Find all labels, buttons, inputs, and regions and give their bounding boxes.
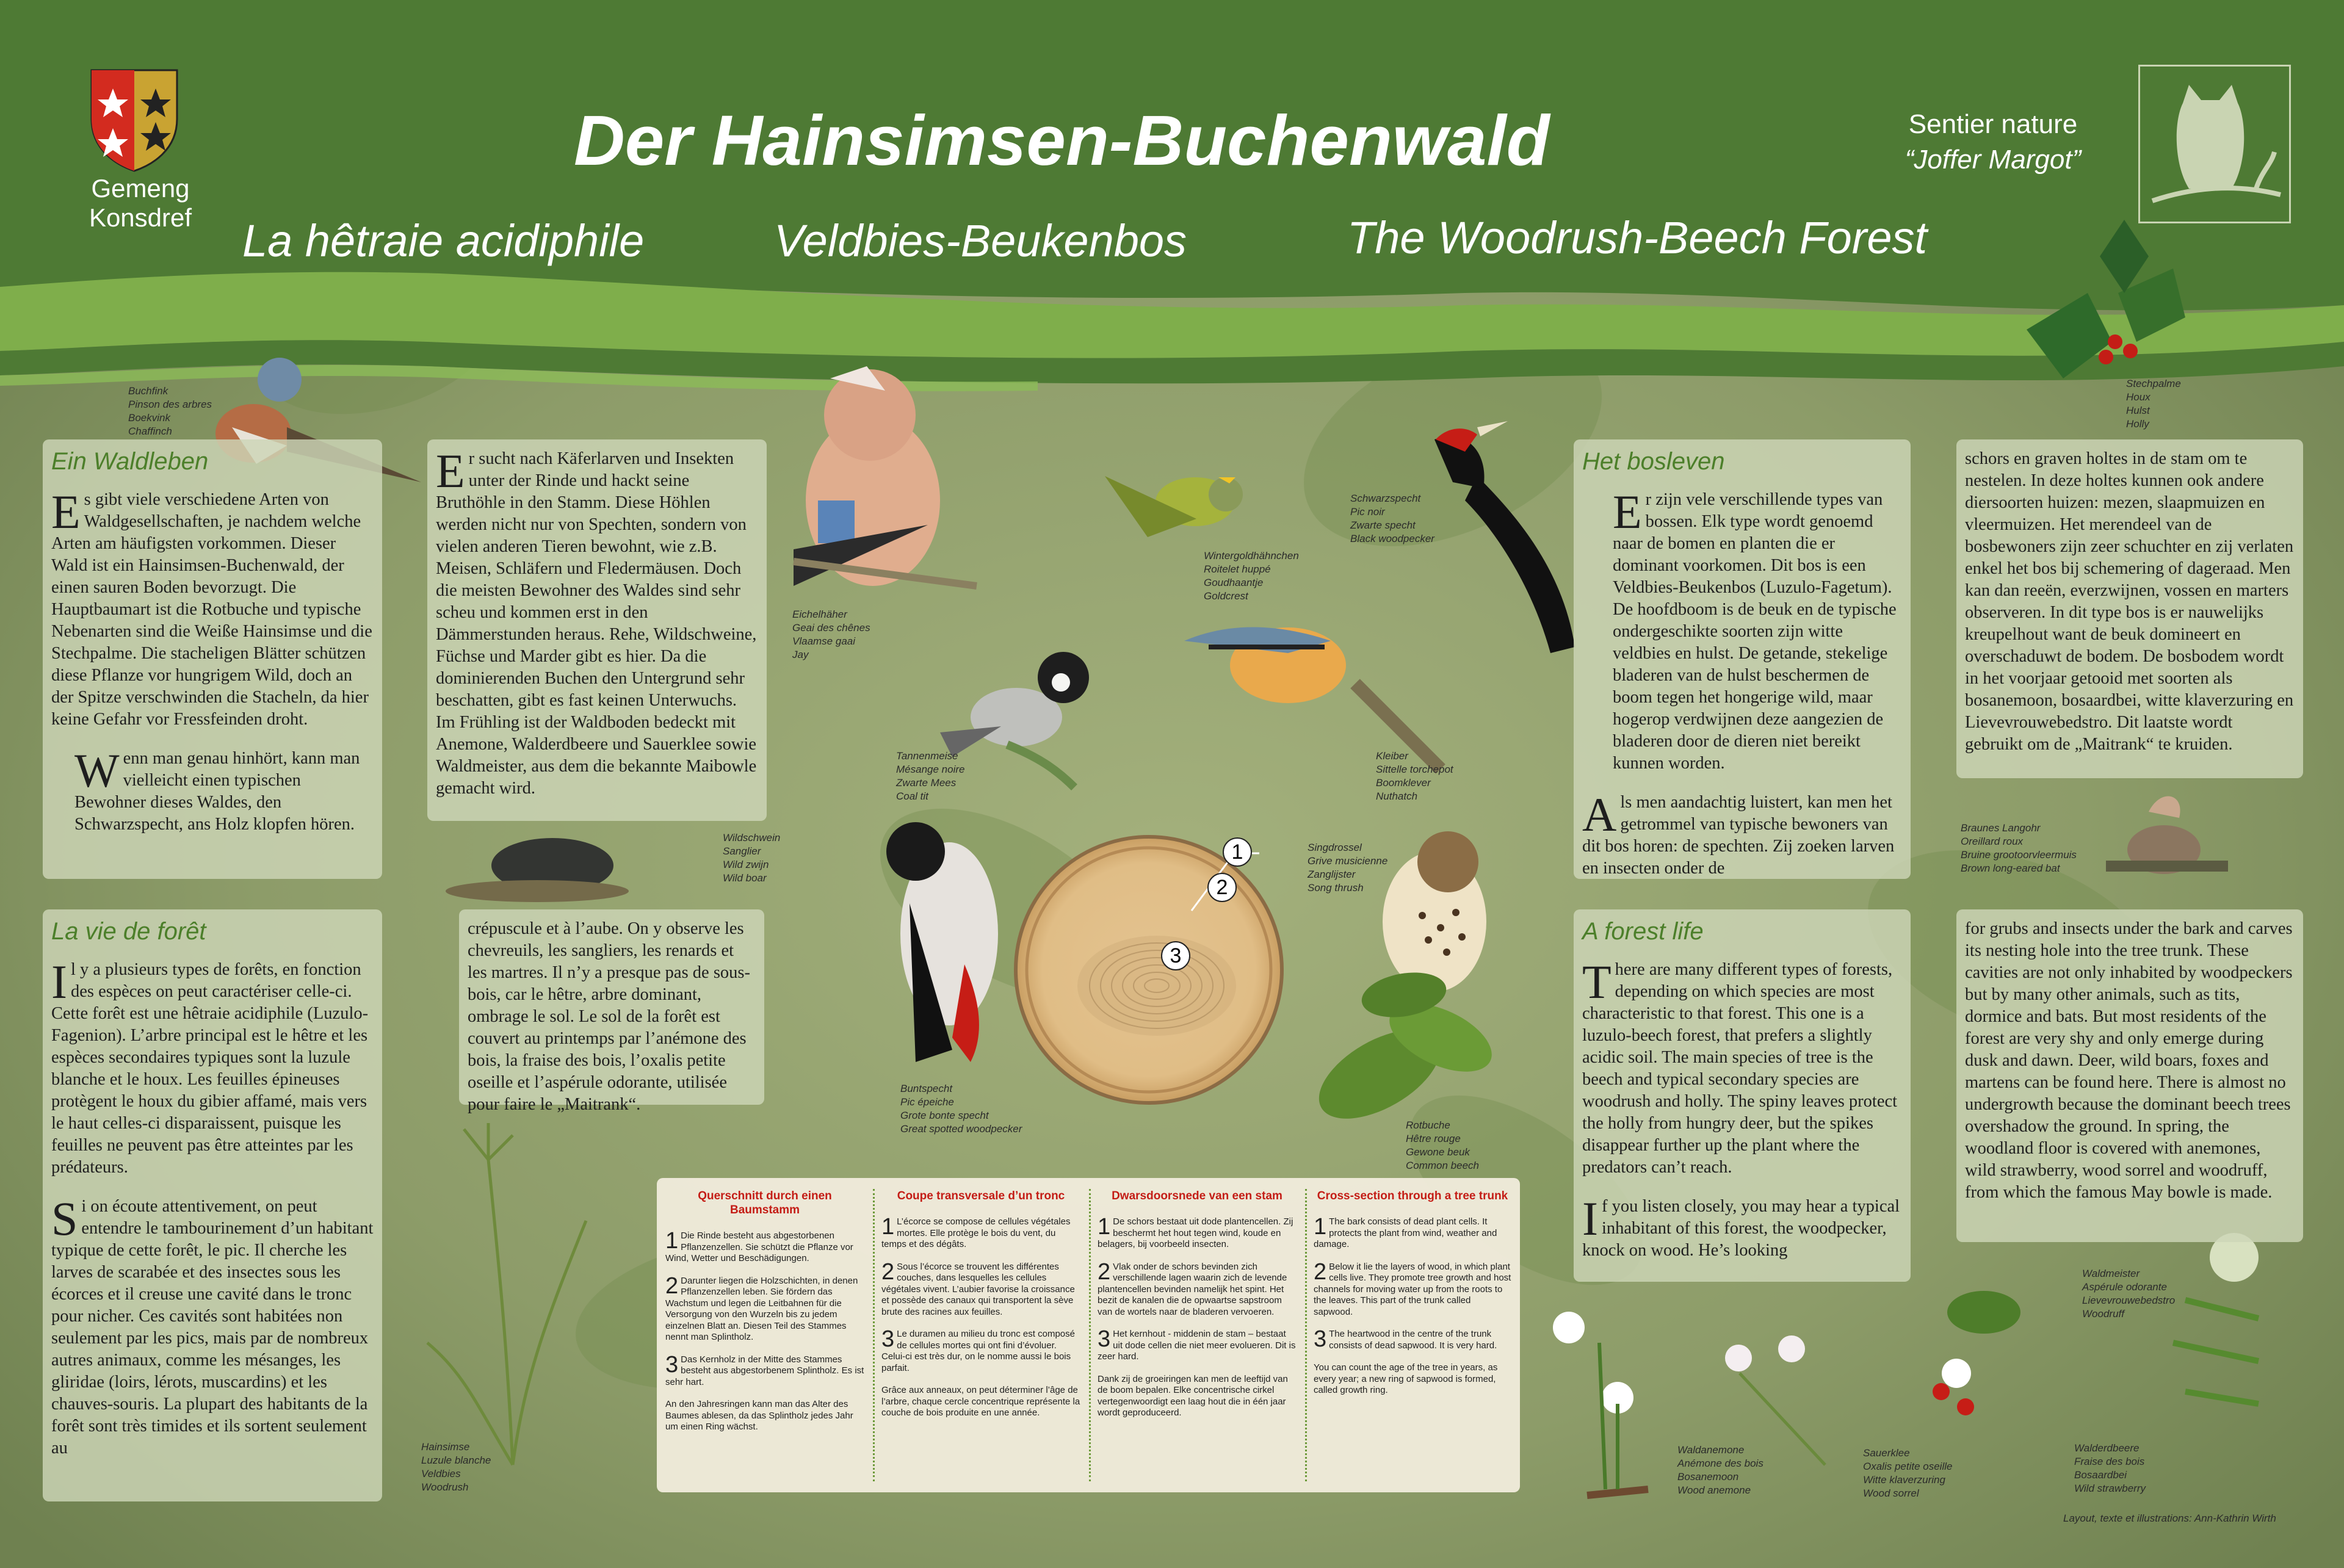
nl-section-title: Het bosleven — [1582, 448, 1725, 475]
en-text-2: f you listen closely, you may hear a typical inhabitant of this forest, the woodpecker, knock on wood. He’s looking — [1582, 1197, 1900, 1260]
cs-de-item-3 — [665, 1351, 864, 1389]
de-text-2: enn man genau hinhört, kann man vielleicht einen typischen Bewohner dieses Waldes, den Schwarzspecht, ans Holz klopfen hören. — [74, 749, 360, 834]
en-dropcap-2: I — [1582, 1192, 1598, 1245]
trail-name-line1: Sentier nature — [1908, 109, 2078, 139]
cs-en-text-3: The heartwood in the centre of the trunk consists of dead sapwood. It is very hard. — [1329, 1329, 1497, 1351]
cs-de-item-1 — [665, 1230, 864, 1265]
cs-de-num-3: 3 — [665, 1351, 679, 1378]
cs-en-num-1: 1 — [1314, 1214, 1327, 1240]
credit-line: Layout, texte et illustrations: Ann-Kathrin Wirth — [2063, 1512, 2276, 1524]
cs-de-text-1: Die Rinde besteht aus abgestorbenen Pflanzenzellen. Sie schützt die Pflanze vor Wind, Wetter und Beschädigungen. — [665, 1230, 853, 1263]
cs-fr-footer: Grâce aux anneaux, on peut déterminer l’âge de l’arbre, chaque cercle concentrique représente la couche de bois produite en une année. — [881, 1385, 1080, 1418]
caption-woodrush: Hainsimse Luzule blanche Veldbies Woodrush — [421, 1441, 491, 1493]
cs-fr-num-1: 1 — [881, 1214, 895, 1240]
cs-nl-footer: Dank zij de groeiringen kan men de leeftijd van de boom bepalen. Elke concentrische cirkel vertegenwoordigt een laag hout die in één jaar wordt geproduceerd. — [1098, 1373, 1288, 1418]
cs-de-footer: An den Jahresringen kann man das Alter des Baumes ablesen, da das Splintholz jedes Jahr um einen Ring wächst. — [665, 1399, 853, 1432]
de-dropcap-1: E — [51, 485, 81, 538]
cross-section-box — [657, 1178, 1520, 1492]
caption-beech: Rotbuche Hêtre rouge Gewone beuk Common beech — [1406, 1119, 1480, 1171]
municipality-name: Gemeng Konsdref — [89, 174, 192, 232]
fr-dropcap-1: I — [51, 955, 67, 1008]
cs-de-text-2: Darunter liegen die Holzschichten, in denen Pflanzenzellen leben. Sie fördern das Wachstum und legen die Leitbahnen für die Versorgung von den Wurzeln bis zu jedem einzelnen Blatt an. Diesen Teil des Stammes nennt man Splintholz. — [665, 1275, 858, 1342]
cs-nl-item-3 — [1098, 1326, 1297, 1363]
nl-dropcap-2: A — [1582, 788, 1617, 841]
caption-coal-tit: Tannenmeise Mésange noire Zwarte Mees Coal tit — [896, 750, 965, 802]
cs-en-title: Cross-section through a tree trunk — [1317, 1190, 1508, 1202]
cs-nl-num-3: 3 — [1098, 1326, 1111, 1352]
cs-nl-text-1: De schors bestaat uit dode plantencellen. Zij beschermt het hout tegen wind, koude en belagers, bij voorbeeld insecten. — [1098, 1216, 1293, 1249]
coat-of-arms-icon — [85, 64, 183, 174]
page-title: Der Hainsimsen-Buchenwald — [574, 101, 1550, 180]
cs-nl-item-2 — [1098, 1259, 1297, 1318]
nl-continued-panel — [1956, 439, 2303, 778]
de-panel — [43, 439, 382, 879]
trail-name-line2: “Joffer Margot” — [1905, 145, 2082, 175]
cs-fr-title: Coupe transversale d’un tronc — [897, 1190, 1065, 1202]
cs-en-item-3 — [1314, 1326, 1511, 1352]
fr-text-1: l y a plusieurs types de forêts, en fonction des espèces on peut caractériser celle-ci. Cette forêt est une hêtraie acidiphile (Luzulo-Fagenion). L’arbre principal est le hêtre et les espèces secondaires typiques sont la luzule blanche et le houx. Les feuilles épineuses protègent le houx du gibier affamé, mais vers le haut celles-ci disparaissent, puisque les feuilles ne peuvent pas être atteintes par les prédateurs. — [51, 960, 369, 1177]
nl-paragraph-2 — [1582, 788, 1902, 880]
cs-de-title: Querschnitt durch einen Baumstamm — [698, 1190, 832, 1216]
en-continued-panel — [1956, 909, 2303, 1242]
cs-de-item-2 — [665, 1273, 864, 1343]
en-dropcap-1: T — [1582, 955, 1612, 1008]
en-paragraph-1 — [1582, 955, 1902, 1179]
caption-holly: Stechpalme Houx Hulst Holly — [2126, 378, 2181, 430]
trail-name — [1905, 107, 2082, 178]
subtitle-fr: La hêtraie acidiphile — [242, 215, 645, 266]
cs-nl-text-3: Het kernhout - middenin de stam – bestaat uit dode cellen die niet meer evolueren. Dit is zeer hard. — [1098, 1329, 1296, 1362]
caption-wood-sorrel: Sauerklee Oxalis petite oseille Witte klaverzuring Wood sorrel — [1863, 1447, 1953, 1499]
nl-paragraph-3: schors en graven holtes in de stam om te nestelen. In deze holtes kunnen ook andere diersoorten huizen: mezen, slaapmuizen en vleermuizen. Het merendeel van de bosbewoners zijn zeer schuchter en zij verlaten enkel het bos bij schemering of dageraad. Men kan dan reeën, everzwijnen, vossen en marters observeren. In dit type bos is er nauwelijks kreupelhout want de beuk domineert en overschaduwt de bodem. De bosbodem wordt in het voorjaar getooid met soorten als bosanemoon, bosaardbei, witte klaverzuring en Lievevrouwebedstro. Dit laatste wordt gebruikt om de „Maitrank“ te kruiden. — [1965, 449, 2294, 754]
fr-text-2: i on écoute attentivement, on peut entendre le tambourinement d’un habitant typique de cette forêt, le pic. Il cherche les larves de scarabée et des insectes sous les écorces et il creuse une cavité dans le tronc pour nicher. Ces cavités sont habitées non seulement par les pics, mais par de nombreux autres animaux, comme les mésanges, les gliridae (loirs, lérots, muscardins) et les chauves-souris. La plupart des habitants de la forêt sont très timides et ils sortent seulement au — [51, 1197, 374, 1458]
cs-en-num-3: 3 — [1314, 1326, 1327, 1352]
nl-text-2: ls men aandachtig luistert, kan men het getrommel van typische bewoners van dit bos horen: de spechten. Zij zoeken larven en insecten onder de — [1582, 793, 1895, 878]
caption-anemone: Waldanemone Anémone des bois Bosanemoon Wood anemone — [1677, 1444, 1763, 1496]
de-section-title: Ein Waldleben — [51, 448, 209, 475]
cs-en-footer: You can count the age of the tree in years, as every year; a new ring of sapwood is formed, called growth ring. — [1314, 1362, 1498, 1395]
tree-marker-3: 3 — [1161, 941, 1190, 970]
tree-cross-section-illustration — [1016, 837, 1282, 1103]
fr-paragraph-3: crépuscule et à l’aube. On y observe les chevreuils, les sangliers, les renards et les martres. Il n’y a presque pas de sous-bois, car le hêtre, arbre dominant, ombrage le sol. Le sol de la forêt est couvert au printemps par l’anémone des bois, la fraise des bois, l’oxalis petite oseille et l’aspérule odorante, utilisée pour faire le „Maitrank“. — [468, 919, 750, 1114]
en-section-title: A forest life — [1582, 918, 1704, 945]
cs-fr-num-3: 3 — [881, 1326, 895, 1352]
cs-nl-num-2: 2 — [1098, 1259, 1111, 1285]
cs-en-item-2 — [1314, 1259, 1511, 1318]
tree-marker-1: 1 — [1223, 837, 1252, 867]
en-text-1: here are many different types of forests, depending on which species are most characteristic to that forest. This one is a luzulo-beech forest, that prefers a slightly acidic soil. The main species of tree is the beech and typical secondary species are woodrush and holly. The spiny leaves protect the holly from hungry deer, but the spikes disappear further up the plant where the predators can’t reach. — [1582, 960, 1898, 1177]
de-paragraph-2 — [51, 744, 374, 836]
cs-fr-text-1: L’écorce se compose de cellules végétales mortes. Elle protège le bois du vent, du temps et des dégâts. — [881, 1216, 1071, 1249]
de-text-1: s gibt viele verschiedene Arten von Waldgesellschaften, je nachdem welche Arten am häufigsten vorkommen. Dieser Wald ist ein Hainsimsen-Buchenwald, der einen sauren Boden bevorzugt. Die Hauptbaumart ist die Rotbuche und typische Nebenarten sind die Weiße Hainsimse und die Stechpalme. Die stacheligen Blätter schützen diese Pflanze vor hungrigem Wild, doch an der Spitze verschwinden die Stacheln, da hier keine Gefahr vor Fressfeinden droht. — [51, 490, 372, 729]
en-paragraph-2 — [1582, 1192, 1902, 1262]
owl-logo — [2138, 65, 2291, 223]
cross-section-nl — [1089, 1178, 1305, 1492]
cs-fr-text-2: Sous l’écorce se trouvent les différentes couches, dans lesquelles les cellules végétales vivent. L’aubier favorise la croissance et possède des canaux qui transportent la sève brute des racines aux feuilles. — [881, 1261, 1075, 1317]
cs-en-item-1 — [1314, 1216, 1511, 1251]
cs-fr-num-2: 2 — [881, 1259, 895, 1285]
cs-fr-text-3: Le duramen au milieu du tronc est composé de cellules mortes qui ont fini d’évoluer. Celui-ci est très dur, on le nomme aussi le bois parfait. — [881, 1329, 1075, 1373]
cs-en-num-2: 2 — [1314, 1259, 1327, 1285]
cs-de-text-3: Das Kernholz in der Mitte des Stammes besteht aus abgestorbenem Splintholz. Es ist sehr hart. — [665, 1354, 864, 1387]
nl-dropcap-1: E — [1613, 485, 1642, 538]
caption-wild-boar: Wildschwein Sanglier Wild zwijn Wild boar — [723, 832, 781, 884]
de-paragraph-3 — [436, 444, 758, 800]
caption-goldcrest: Wintergoldhähnchen Roitelet huppé Goudhaantje Goldcrest — [1204, 550, 1299, 602]
de-text-3: r sucht nach Käferlarven und Insekten unter der Rinde und hackt seine Bruthöhle in den Stamm. Diese Höhlen werden nicht nur von Spechten, sondern von vielen anderen Tieren bewohnt, wie z.B. Meisen, Schläfern und Fledermäusen. Doch die meisten Bewohner des Waldes sind sehr scheu und kommen erst in den Dämmerstunden heraus. Rehe, Wildschweine, Füchse und Marder gibt es hier. Da die dominierenden Buchen den Untergrund sehr beschatten, gibt es fast keinen Unterwuchs. Im Frühling ist der Waldboden bedeckt mit Anemone, Walderdbeere und Sauerklee sowie Waldmeister, aus dem die bekannte Maibowle gemacht wird. — [436, 449, 757, 798]
owl-icon — [2140, 67, 2289, 222]
nl-text-1: r zijn vele verschillende types van bossen. Elk type wordt genoemd naar de bomen en planten die er dominant voorkomen. Dit bos is een Veldbies-Beukenbos (Luzulo-Fagetum). De hoofdboom is de beuk en de typische ondergeschikte soorten zijn witte veldbies en hulst. De getande, stekelige bladeren van de hulst beschermen de boom tegen het hongerige wild, maar hogerop verdwijnen deze aangezien de bladeren door de dieren niet bereikt kunnen worden. — [1613, 490, 1897, 773]
caption-nuthatch: Kleiber Sittelle torchepot Boomklever Nuthatch — [1376, 750, 1453, 802]
caption-black-woodpecker: Schwarzspecht Pic noir Zwarte specht Black woodpecker — [1350, 493, 1434, 544]
cs-en-text-1: The bark consists of dead plant cells. It protects the plant from wind, weather and damage. — [1314, 1216, 1497, 1249]
fr-panel — [43, 909, 382, 1501]
cs-nl-title: Dwarsdoorsnede van een stam — [1112, 1190, 1282, 1202]
cs-de-num-1: 1 — [665, 1228, 679, 1254]
cs-nl-num-1: 1 — [1098, 1214, 1111, 1240]
subtitle-en: The Woodrush-Beech Forest — [1347, 212, 1928, 263]
municipality-logo — [55, 64, 232, 232]
en-paragraph-3: for grubs and insects under the bark and carves its nesting hole into the tree trunk. These cavities are not only inhabited by woodpeckers but by many other animals, such as tits, dormice and bats. But most residents of the forest are very shy and only emerge during dusk and dawn. Deer, wild boars, foxes and martens can be found here. There is almost no undergrowth because the dominant beech trees overshadow the ground. In spring, the woodland floor is covered with anemones, wild strawberry, wood sorrel and woodruff, from which the famous May bowle is made. — [1965, 919, 2293, 1202]
cross-section-de — [657, 1178, 873, 1492]
caption-bat: Braunes Langohr Oreillard roux Bruine grootoorvleermuis Brown long-eared bat — [1961, 822, 2077, 874]
cross-section-en — [1305, 1178, 1520, 1492]
fr-paragraph-2 — [51, 1192, 374, 1459]
en-panel — [1574, 909, 1911, 1282]
caption-woodruff: Waldmeister Aspérule odorante Lievevrouwebedstro Woodruff — [2082, 1268, 2176, 1320]
fr-dropcap-2: S — [51, 1192, 78, 1245]
caption-strawberry: Walderdbeere Fraise des bois Bosaardbei Wild strawberry — [2074, 1442, 2146, 1494]
de-paragraph-1 — [51, 485, 374, 731]
subtitle-nl: Veldbies-Beukenbos — [774, 215, 1187, 266]
cs-en-text-2: Below it lie the layers of wood, in which plant cells live. They promote tree growth and host channels for moving water up from the roots to the leaves. This part of the trunk called sapwood. — [1314, 1261, 1511, 1317]
de-dropcap-2: W — [74, 744, 120, 797]
cross-section-fr — [873, 1178, 1089, 1492]
de-dropcap-3: E — [436, 444, 465, 497]
cs-nl-text-2: Vlak onder de schors bevinden zich verschillende lagen waarin zich de levende plantencellen bevinden namelijk het spint. Het bezit de kanalen die de opwaartse sapstroom van de wortels naar de bladeren vervoeren. — [1098, 1261, 1287, 1317]
fr-continued-panel — [459, 909, 764, 1114]
fr-section-title: La vie de forêt — [51, 918, 206, 945]
nl-panel — [1574, 439, 1911, 879]
cs-fr-item-1 — [881, 1216, 1080, 1251]
caption-chaffinch: Buchfink Pinson des arbres Boekvink Chaffinch — [128, 385, 212, 437]
fr-paragraph-1 — [51, 955, 374, 1179]
cs-nl-item-1 — [1098, 1216, 1297, 1251]
caption-jay: Eichelhäher Geai des chênes Vlaamse gaai Jay — [792, 609, 870, 660]
cs-fr-item-3 — [881, 1326, 1080, 1374]
cs-de-num-2: 2 — [665, 1273, 679, 1299]
tree-marker-2: 2 — [1207, 873, 1237, 902]
cs-fr-item-2 — [881, 1259, 1080, 1318]
caption-song-thrush: Singdrossel Grive musicienne Zanglijster Song thrush — [1308, 842, 1388, 894]
caption-great-spotted-woodpecker: Buntspecht Pic épeiche Grote bonte specht Great spotted woodpecker — [900, 1083, 1022, 1135]
nl-paragraph-1 — [1582, 485, 1902, 775]
de-continued-panel — [427, 439, 767, 821]
